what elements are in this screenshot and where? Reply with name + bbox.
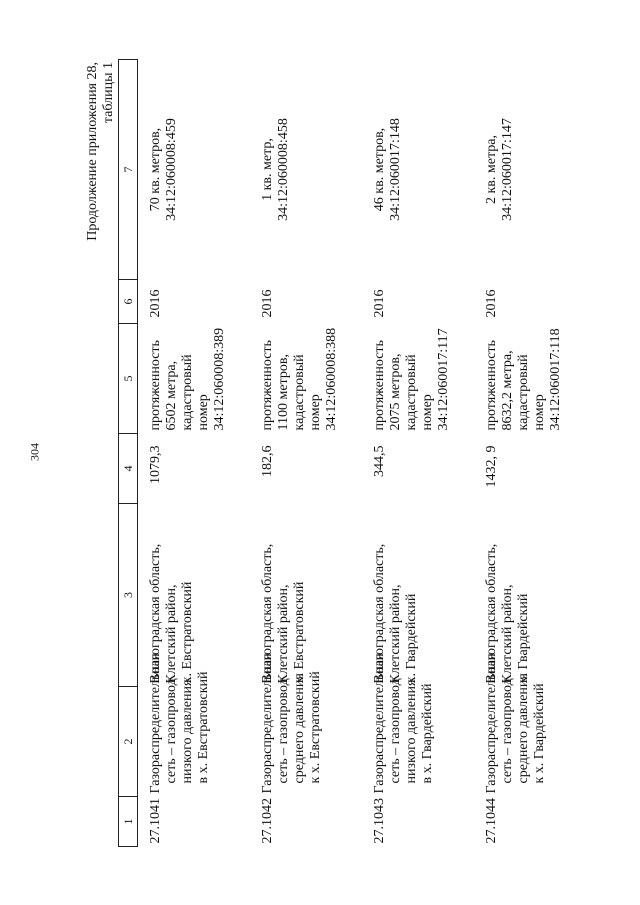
object-details: протяженность 8632,2 метра, кадастровый номер 34:12:060017:118 xyxy=(484,328,563,431)
row-number: 27.1044 xyxy=(484,798,499,844)
object-details: протяженность 2075 метров, кадастровый номер 34:12:060017:117 xyxy=(372,328,451,431)
table-row xyxy=(138,60,251,847)
column-header-5: 5 xyxy=(119,324,138,434)
object-name: Газораспределительная сеть – газопровод среднего давления к х. Гвардейский xyxy=(484,653,547,794)
object-name: Газораспределительная сеть – газопровод низкого давления в х. Гвардейский xyxy=(372,653,435,794)
object-value: 1079,3 xyxy=(148,445,163,484)
table-heading xyxy=(85,60,118,847)
object-address: Волгоградская область, Клетский район, х. Евстратовский xyxy=(148,543,195,684)
object-name: Газораспределительная сеть – газопровод низкого давления в х. Евстратовский xyxy=(148,653,211,794)
row-number: 27.1043 xyxy=(372,798,387,844)
heading-line-2: таблицы 1 xyxy=(101,62,116,124)
object-year: 2016 xyxy=(372,289,387,318)
column-header-6: 6 xyxy=(119,280,138,324)
rotated-page xyxy=(85,60,586,847)
heading-line-1: Продолжение приложения 28, xyxy=(85,62,100,241)
page-number: 304 xyxy=(27,443,42,461)
object-name: Газораспределительная сеть – газопровод среднего давления к х. Евстратовский xyxy=(260,653,323,794)
object-value: 182,6 xyxy=(260,445,275,477)
object-land: 2 кв. метра, 34:12:060017:147 xyxy=(484,118,515,221)
column-header-4: 4 xyxy=(119,434,138,504)
object-address: Волгоградская область, Клетский район, х. Евстратовский xyxy=(260,543,307,684)
property-table xyxy=(118,59,586,847)
column-header-3: 3 xyxy=(119,504,138,687)
object-details: протяженность 6502 метра, кадастровый номер 34:12:060008:389 xyxy=(148,327,227,431)
object-address: Волгоградская область, Клетский район, х. Гвардейский xyxy=(484,543,531,684)
column-header-7: 7 xyxy=(119,60,138,280)
object-value: 1432, 9 xyxy=(484,445,499,488)
row-number: 27.1042 xyxy=(260,798,275,844)
object-year: 2016 xyxy=(484,289,499,318)
row-number: 27.1041 xyxy=(148,798,163,844)
object-address: Волгоградская область, Клетский район, х. Гвардейский xyxy=(372,543,419,684)
table-row xyxy=(362,60,474,847)
object-year: 2016 xyxy=(260,289,275,318)
column-header-2: 2 xyxy=(119,687,138,797)
object-value: 344,5 xyxy=(372,445,387,477)
object-land: 46 кв. метров, 34:12:060017:148 xyxy=(372,118,403,221)
object-land: 1 кв. метр, 34:12:060008:458 xyxy=(260,118,291,221)
table-row xyxy=(250,60,362,847)
object-year: 2016 xyxy=(148,289,163,318)
table-row xyxy=(474,60,586,847)
column-header-1: 1 xyxy=(119,797,138,847)
object-details: протяженность 1100 метров, кадастровый номер 34:12:060008:388 xyxy=(260,327,339,431)
column-number-row xyxy=(119,60,138,847)
object-land: 70 кв. метров, 34:12:060008:459 xyxy=(148,118,179,221)
